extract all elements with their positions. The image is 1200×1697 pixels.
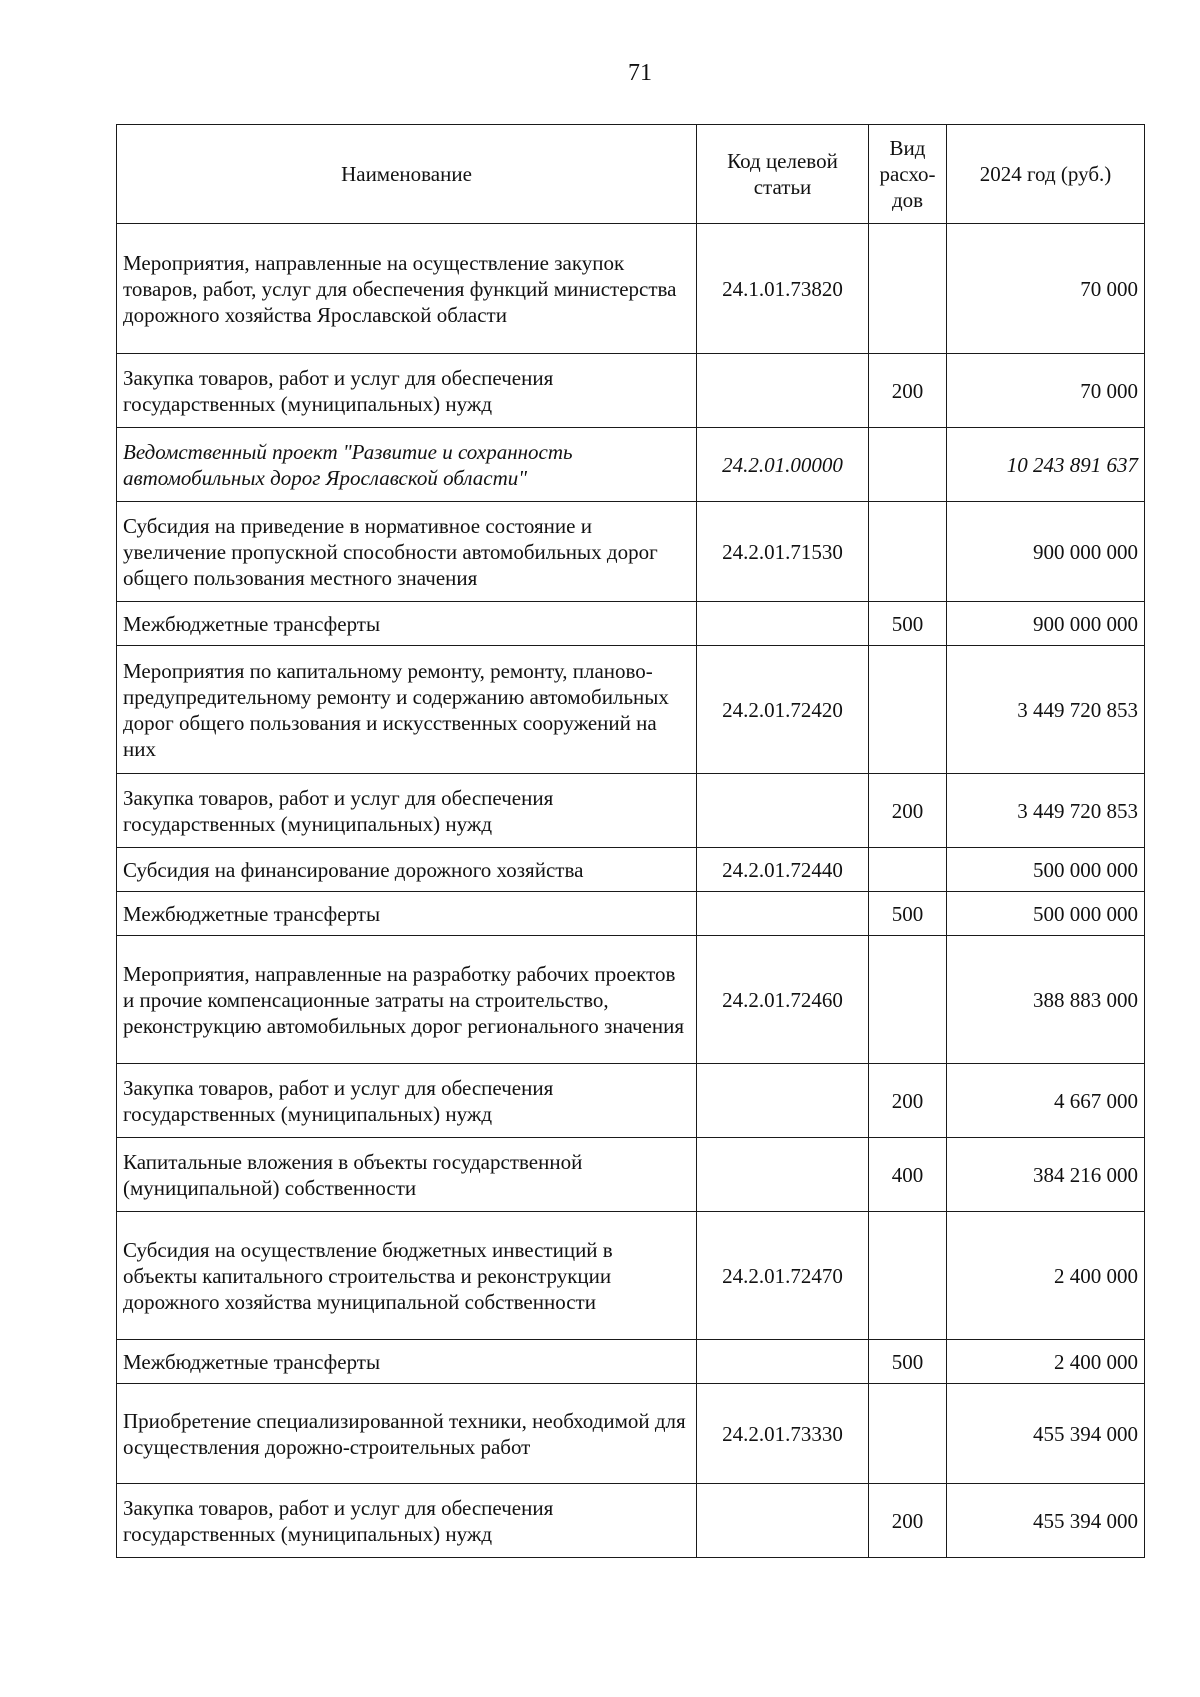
row-amount-cell: 3 449 720 853 [947,774,1145,848]
header-name: Наименование [117,125,697,224]
row-type-cell: 500 [869,602,947,646]
row-name-cell: Закупка товаров, работ и услуг для обеспечения государственных (муниципальных) нужд [117,1064,697,1138]
table-row [117,1138,1145,1212]
row-amount-cell: 10 243 891 637 [947,428,1145,502]
row-amount-cell: 455 394 000 [947,1384,1145,1484]
row-name-cell: Субсидия на осуществление бюджетных инвестиций в объекты капитального строительства и реконструкции дорожного хозяйства муниципальной собственности [117,1212,697,1340]
table-row [117,848,1145,892]
row-code-cell [697,892,869,936]
row-name-cell: Закупка товаров, работ и услуг для обеспечения государственных (муниципальных) нужд [117,354,697,428]
row-name-cell: Капитальные вложения в объекты государственной (муниципальной) собственности [117,1138,697,1212]
table-body [117,224,1145,1558]
row-name-cell: Приобретение специализированной техники, необходимой для осуществления дорожно-строительных работ [117,1384,697,1484]
table-header-row [117,125,1145,224]
row-type-cell: 200 [869,1064,947,1138]
row-code-cell: 24.2.01.00000 [697,428,869,502]
row-amount-cell: 900 000 000 [947,502,1145,602]
table-row [117,502,1145,602]
row-amount-cell: 900 000 000 [947,602,1145,646]
row-code-cell: 24.2.01.72420 [697,646,869,774]
row-name-cell: Межбюджетные трансферты [117,602,697,646]
row-code-cell: 24.2.01.71530 [697,502,869,602]
row-name-cell: Субсидия на финансирование дорожного хозяйства [117,848,697,892]
row-type-cell: 200 [869,1484,947,1558]
row-name-cell: Межбюджетные трансферты [117,1340,697,1384]
table-row [117,646,1145,774]
header-type: Вид расхо-дов [869,125,947,224]
row-type-cell: 200 [869,774,947,848]
row-type-cell: 500 [869,892,947,936]
row-name-cell: Мероприятия, направленные на разработку рабочих проектов и прочие компенсационные затраты на строительство, реконструкцию автомобильных дорог регионального значения [117,936,697,1064]
row-amount-cell: 455 394 000 [947,1484,1145,1558]
row-type-cell: 200 [869,354,947,428]
row-type-cell [869,428,947,502]
row-code-cell: 24.2.01.72460 [697,936,869,1064]
row-amount-cell: 388 883 000 [947,936,1145,1064]
table-row [117,1064,1145,1138]
row-code-cell [697,1484,869,1558]
page-number: 71 [628,60,652,86]
row-code-cell [697,1064,869,1138]
row-code-cell [697,1138,869,1212]
row-name-cell: Закупка товаров, работ и услуг для обеспечения государственных (муниципальных) нужд [117,1484,697,1558]
row-code-cell [697,774,869,848]
table-row [117,774,1145,848]
header-amount: 2024 год (руб.) [947,125,1145,224]
table-row [117,936,1145,1064]
row-name-cell: Ведомственный проект "Развитие и сохранность автомобильных дорог Ярославской области" [117,428,697,502]
row-amount-cell: 500 000 000 [947,892,1145,936]
row-type-cell: 400 [869,1138,947,1212]
row-name-cell: Закупка товаров, работ и услуг для обеспечения государственных (муниципальных) нужд [117,774,697,848]
row-code-cell: 24.2.01.72470 [697,1212,869,1340]
row-type-cell [869,502,947,602]
row-code-cell: 24.2.01.73330 [697,1384,869,1484]
table-row [117,602,1145,646]
row-type-cell: 500 [869,1340,947,1384]
header-code: Код целевой статьи [697,125,869,224]
row-amount-cell: 4 667 000 [947,1064,1145,1138]
row-type-cell [869,848,947,892]
row-code-cell [697,602,869,646]
row-type-cell [869,1384,947,1484]
row-code-cell: 24.2.01.72440 [697,848,869,892]
table-row [117,1212,1145,1340]
row-code-cell [697,354,869,428]
row-amount-cell: 70 000 [947,354,1145,428]
row-code-cell: 24.1.01.73820 [697,224,869,354]
row-amount-cell: 500 000 000 [947,848,1145,892]
row-code-cell [697,1340,869,1384]
table-row [117,892,1145,936]
budget-table [116,124,1145,1558]
row-name-cell: Мероприятия по капитальному ремонту, ремонту, планово-предупредительному ремонту и содержанию автомобильных дорог общего пользования и искусственных сооружений на них [117,646,697,774]
table-row [117,354,1145,428]
table-row [117,1484,1145,1558]
row-type-cell [869,936,947,1064]
table-row [117,224,1145,354]
row-name-cell: Субсидия на приведение в нормативное состояние и увеличение пропускной способности автомобильных дорог общего пользования местного значения [117,502,697,602]
row-name-cell: Мероприятия, направленные на осуществление закупок товаров, работ, услуг для обеспечения функций министерства дорожного хозяйства Ярославской области [117,224,697,354]
table-row [117,428,1145,502]
table-row [117,1340,1145,1384]
row-amount-cell: 3 449 720 853 [947,646,1145,774]
row-amount-cell: 2 400 000 [947,1212,1145,1340]
row-name-cell: Межбюджетные трансферты [117,892,697,936]
row-amount-cell: 2 400 000 [947,1340,1145,1384]
table-row [117,1384,1145,1484]
row-type-cell [869,1212,947,1340]
row-type-cell [869,224,947,354]
row-amount-cell: 384 216 000 [947,1138,1145,1212]
row-amount-cell: 70 000 [947,224,1145,354]
row-type-cell [869,646,947,774]
